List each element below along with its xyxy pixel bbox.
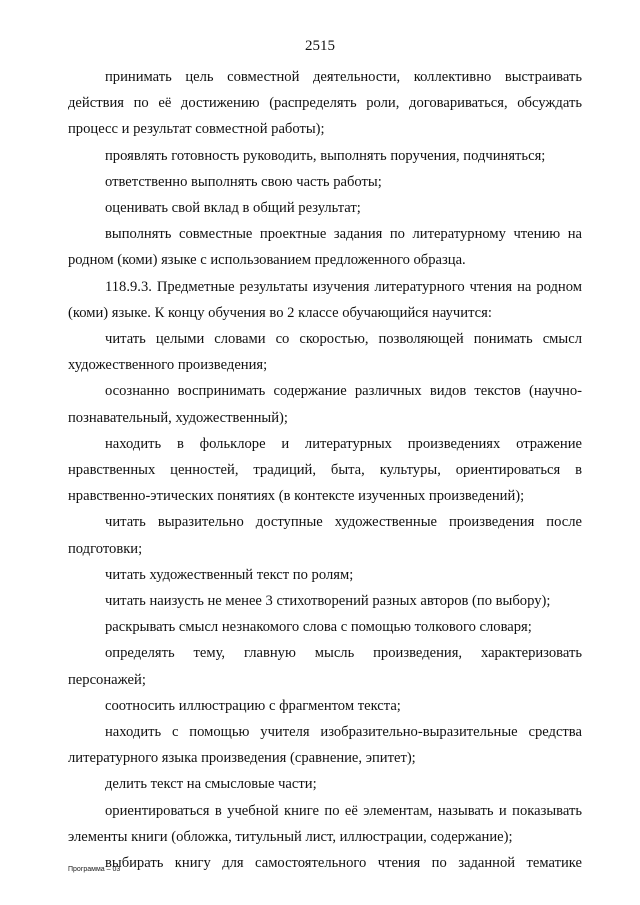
paragraph: читать выразительно доступные художественные произведения после подготовки; xyxy=(68,514,582,557)
paragraph: проявлять готовность руководить, выполнять поручения, подчиняться; xyxy=(105,147,546,164)
paragraph: раскрывать смысл незнакомого слова с помощью толкового словаря; xyxy=(105,619,532,636)
paragraph: выполнять совместные проектные задания по литературному чтению на родном (коми) языке с использованием предложенного образца. xyxy=(68,226,582,269)
paragraph: соотносить иллюстрацию с фрагментом текста; xyxy=(105,697,401,714)
paragraph: находить в фольклоре и литературных произведениях отражение нравственных ценностей, традиций, быта, культуры, ориентироваться в нравственно-этических понятиях (в контексте изученных произведений); xyxy=(68,435,582,505)
paragraph: находить с помощью учителя изобразительно-выразительные средства литературного языка произведения (сравнение, эпитет); xyxy=(68,724,582,767)
section-heading-paragraph: 118.9.3. Предметные результаты изучения литературного чтения на родном (коми) языке. К концу обучения во 2 классе обучающийся научится: xyxy=(68,278,582,321)
paragraph: осознанно воспринимать содержание различных видов текстов (научно-познавательный, художественный); xyxy=(68,383,582,426)
paragraph-continued: выбирать книгу для самостоятельного чтения по заданной тематике xyxy=(105,855,582,872)
paragraph: ориентироваться в учебной книге по её элементам, называть и показывать элементы книги (обложка, титульный лист, иллюстрации, содержание); xyxy=(68,802,582,845)
document-body xyxy=(68,64,582,876)
paragraph: читать целыми словами со скоростью, позволяющей понимать смысл художественного произведения; xyxy=(68,331,582,374)
paragraph: оценивать свой вклад в общий результат; xyxy=(105,200,361,217)
paragraph: принимать цель совместной деятельности, коллективно выстраивать действия по её достижению (распределять роли, договариваться, обсуждать процесс и результат совместной работы); xyxy=(68,69,582,138)
paragraph: читать художественный текст по ролям; xyxy=(105,566,354,583)
paragraph: читать наизусть не менее 3 стихотворений разных авторов (по выбору); xyxy=(105,593,551,610)
paragraph: делить текст на смысловые части; xyxy=(105,776,317,793)
footer-program-code: Программа – 03 xyxy=(68,866,121,873)
page-number: 2515 xyxy=(305,38,335,54)
paragraph: определять тему, главную мысль произведения, характеризовать персонажей; xyxy=(68,645,582,688)
paragraph: ответственно выполнять свою часть работы; xyxy=(105,173,382,190)
